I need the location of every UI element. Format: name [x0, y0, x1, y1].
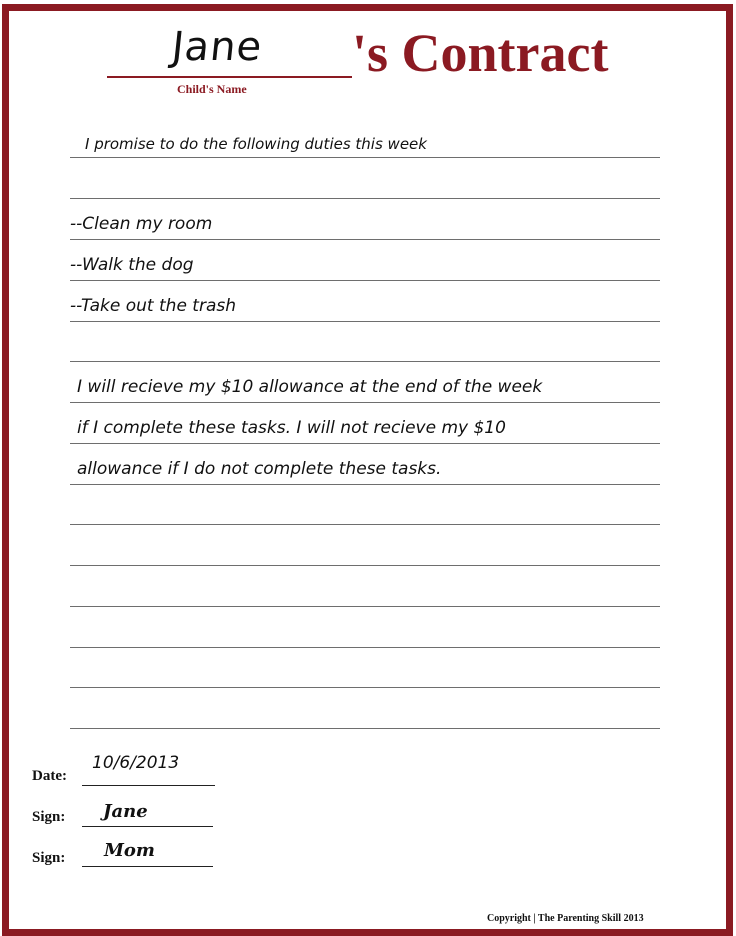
copyright-text: Copyright | The Parenting Skill 2013: [487, 913, 644, 924]
rule-line: [70, 647, 660, 648]
sign-label: Sign:: [32, 850, 66, 866]
rule-line: [70, 524, 660, 525]
date-value: 10/6/2013: [92, 753, 180, 773]
child-sign-line: [82, 826, 213, 827]
intro-text: I promise to do the following duties this week: [85, 135, 427, 153]
duty-item: --Take out the trash: [70, 296, 237, 316]
child-name: Jane: [169, 24, 265, 70]
parent-sign-line: [82, 866, 213, 867]
terms-line: I will recieve my $10 allowance at the end of the week: [77, 377, 543, 397]
terms-line: if I complete these tasks. I will not recieve my $10: [77, 418, 506, 438]
terms-line: allowance if I do not complete these tasks.: [77, 459, 442, 479]
rule-line: [70, 321, 660, 322]
sign-label: Sign:: [32, 809, 66, 825]
rule-line: [70, 728, 660, 729]
date-line: [82, 785, 215, 786]
date-label: Date:: [32, 768, 67, 784]
rule-line: [70, 484, 660, 485]
contract-title: 's Contract: [352, 23, 609, 83]
rule-line: [70, 565, 660, 566]
child-name-label: Child's Name: [177, 82, 247, 96]
child-signature: Jane: [103, 801, 148, 822]
duty-item: --Walk the dog: [70, 255, 194, 275]
parent-signature: Mom: [104, 840, 155, 861]
rule-line: [70, 606, 660, 607]
duty-item: --Clean my room: [70, 214, 213, 234]
child-name-line: [107, 76, 352, 78]
rule-line: [70, 687, 660, 688]
